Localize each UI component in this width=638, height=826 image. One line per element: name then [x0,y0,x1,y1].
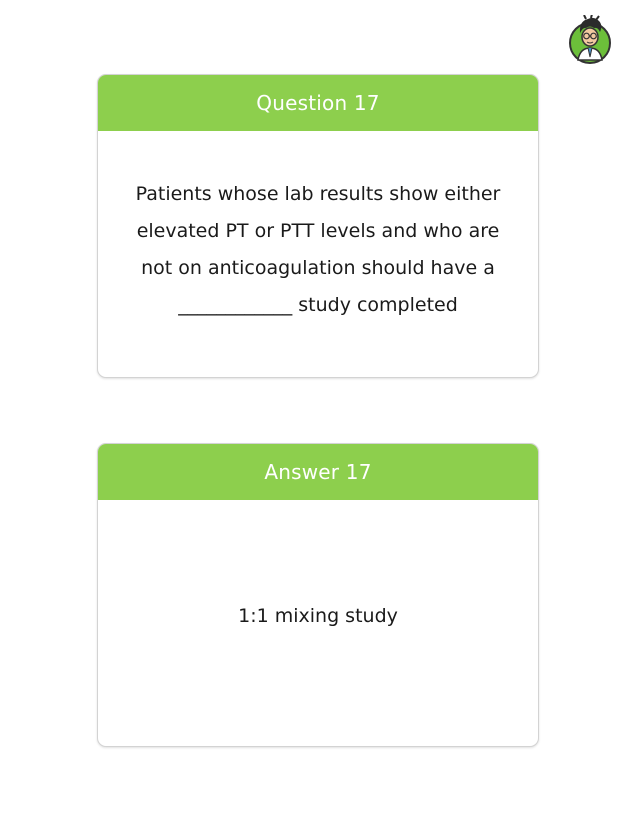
question-line: ____________ study completed [178,294,458,316]
question-card-header [98,75,538,131]
question-card-body [98,131,538,377]
question-line: not on anticoagulation should have a [141,257,495,279]
question-card [97,74,539,378]
answer-card-body [98,500,538,746]
question-line: Patients whose lab results show either [135,183,501,205]
question-text [136,176,501,324]
question-title: Question 17 [256,91,380,115]
answer-text: 1:1 mixing study [238,604,398,627]
doctor-avatar-logo [564,15,614,65]
doctor-avatar-icon [564,15,614,65]
answer-card-header [98,444,538,500]
answer-title: Answer 17 [264,460,372,484]
question-line: elevated PT or PTT levels and who are [136,220,500,242]
answer-card [97,443,539,747]
